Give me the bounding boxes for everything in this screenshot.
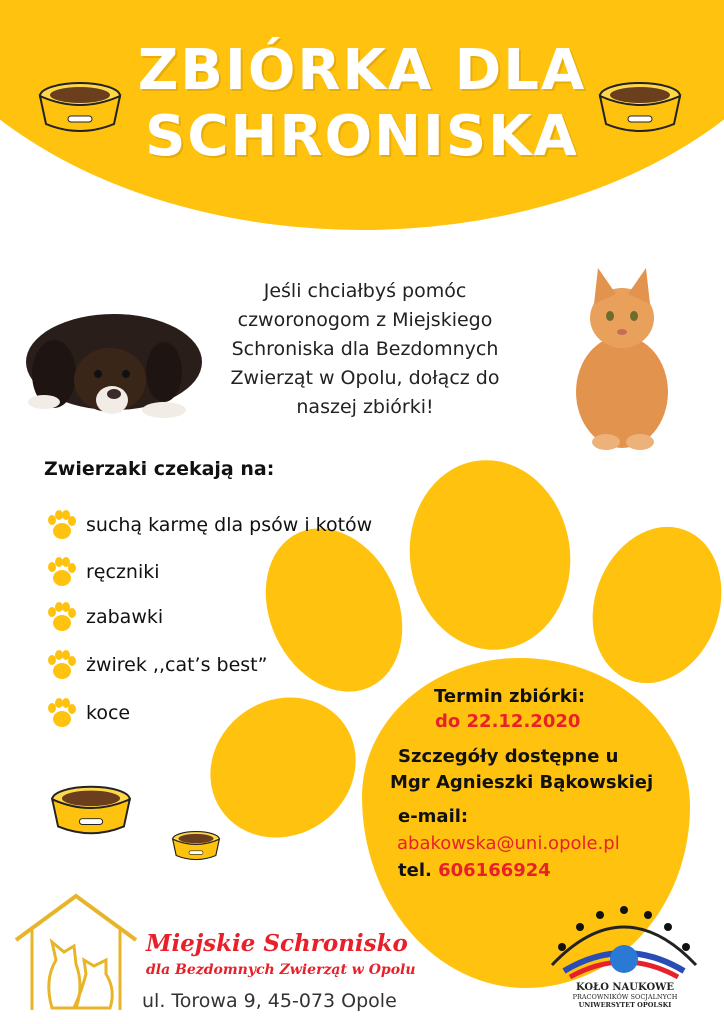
deadline-value: do 22.12.2020: [435, 711, 581, 732]
kolo-line-2: PRACOWNIKÓW SOCJALNYCH: [572, 993, 678, 1001]
contact-line-1: Szczegóły dostępne u: [398, 746, 619, 767]
list-item: [44, 698, 130, 728]
title-line-2: SCHRONISKA: [145, 104, 579, 169]
deadline-label: Termin zbiórki:: [434, 686, 586, 707]
phone-row: [398, 860, 551, 881]
list-item: [44, 510, 372, 540]
list-item-label: suchą karmę dla psów i kotów: [86, 514, 373, 536]
list-item: [44, 650, 267, 680]
intro-line: Jeśli chciałbyś pomóc: [263, 280, 467, 302]
kolo-line-1: KOŁO NAUKOWE: [575, 982, 675, 993]
food-bowl-icon: [32, 74, 128, 138]
intro-line: Schroniska dla Bezdomnych: [231, 338, 499, 360]
food-bowl-icon: [168, 826, 224, 864]
shelter-logo: [12, 890, 140, 1016]
kolo-logo: [540, 895, 708, 985]
list-item-label: ręczniki: [86, 561, 160, 583]
title-line-1: ZBIÓRKA DLA: [137, 38, 587, 103]
list-item: [44, 557, 160, 587]
intro-line: czworonogom z Miejskiego: [237, 309, 493, 331]
dog-photo: [14, 282, 210, 428]
list-item-label: koce: [86, 702, 131, 724]
intro-line: naszej zbiórki!: [296, 396, 434, 418]
paw-toe: [398, 450, 583, 660]
list-item-label: żwirek ,,cat’s best”: [86, 654, 268, 676]
contact-line-2: Mgr Agnieszki Bąkowskiej: [390, 772, 654, 793]
email-link[interactable]: abakowska@uni.opole.pl: [397, 833, 620, 854]
paw-icon: [44, 650, 78, 680]
paw-icon: [44, 698, 78, 728]
food-bowl-icon: [592, 74, 688, 138]
shelter-name-line-2: dla Bezdomnych Zwierząt w Opolu: [146, 962, 416, 978]
intro-line: Zwierząt w Opolu, dołącz do: [230, 367, 500, 389]
shelter-address: ul. Torowa 9, 45-073 Opole: [142, 990, 397, 1012]
phone-label: tel.: [398, 860, 432, 881]
kolo-line-3: UNIWERSYTET OPOLSKI: [578, 1001, 672, 1009]
list-item: [44, 602, 163, 632]
paw-icon: [44, 557, 78, 587]
email-label: e-mail:: [398, 806, 469, 827]
paw-icon: [44, 602, 78, 632]
cat-photo: [560, 252, 690, 452]
intro-text: [200, 277, 530, 422]
phone-value[interactable]: 606166924: [438, 860, 551, 881]
food-bowl-icon: [42, 778, 140, 840]
list-item-label: zabawki: [86, 606, 164, 628]
needs-title: Zwierzaki czekają na:: [44, 458, 275, 480]
paw-icon: [44, 510, 78, 540]
shelter-name-line-1: Miejskie Schronisko: [146, 930, 408, 957]
kolo-text: [560, 982, 690, 1009]
